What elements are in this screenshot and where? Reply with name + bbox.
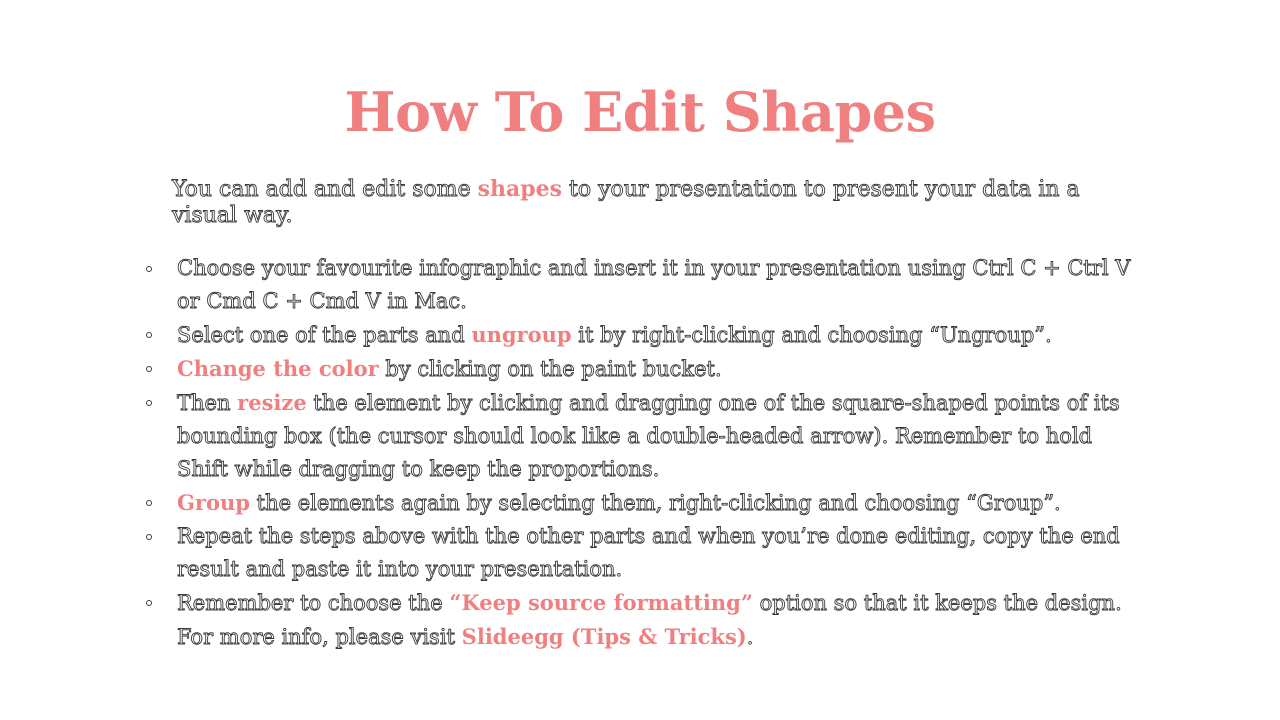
slideegg-tips-link[interactable]: Slideegg (Tips & Tricks) <box>461 624 747 649</box>
bullet-dot-icon <box>146 400 152 406</box>
list-item <box>140 352 1145 386</box>
list-item <box>140 252 1145 318</box>
bullet-dot-icon <box>146 332 152 338</box>
list-item <box>140 486 1145 520</box>
list-item <box>140 586 1145 654</box>
bullet-dot-icon <box>146 534 152 540</box>
list-item-text: the element by clicking and dragging one of the square-shaped points of its bounding box (the cursor should look like a double-headed arrow). Remember to hold Shift while dragging to keep the proportions. <box>177 391 1120 481</box>
list-item-text: Then <box>177 391 238 415</box>
bullet-dot-icon <box>146 266 152 272</box>
intro-text-before: You can add and edit some <box>172 177 478 202</box>
intro-highlight-shapes: shapes <box>477 176 563 202</box>
list-item-text: Repeat the steps above with the other parts and when you’re done editing, copy the end result and paste it into your presentation. <box>177 524 1120 581</box>
list-item-text: the elements again by selecting them, right-clicking and choosing “Group”. <box>249 491 1061 515</box>
highlight-change-color: Change the color <box>177 356 379 381</box>
slide-title: How To Edit Shapes <box>344 80 936 144</box>
bullet-dot-icon <box>146 600 152 606</box>
list-item <box>140 386 1145 486</box>
intro-paragraph <box>172 176 1102 229</box>
list-item-text: it by right-clicking and choosing “Ungroup”. <box>571 323 1052 347</box>
list-item-text: Remember to choose the <box>177 591 450 615</box>
intro-text-after: to your presentation to present your data in a visual way. <box>172 177 1080 228</box>
list-item-text: Choose your favourite infographic and insert it in your presentation using Ctrl C + Ctrl V or Cmd C + Cmd V in Mac. <box>177 256 1131 313</box>
list-item-text: . <box>746 625 754 649</box>
list-item <box>140 520 1145 586</box>
list-item-text: by clicking on the paint bucket. <box>378 357 722 381</box>
bullet-dot-icon <box>146 500 152 506</box>
highlight-resize: resize <box>237 390 307 415</box>
highlight-ungroup: ungroup <box>471 322 572 347</box>
highlight-keep-source-formatting: “Keep source formatting” <box>449 590 753 615</box>
list-item-text: option so that it keeps the design. For more info, please visit <box>177 591 1122 649</box>
instruction-list <box>140 252 1145 654</box>
bullet-dot-icon <box>146 366 152 372</box>
highlight-group: Group <box>177 490 250 515</box>
list-item-text: Select one of the parts and <box>177 323 472 347</box>
list-item <box>140 318 1145 352</box>
